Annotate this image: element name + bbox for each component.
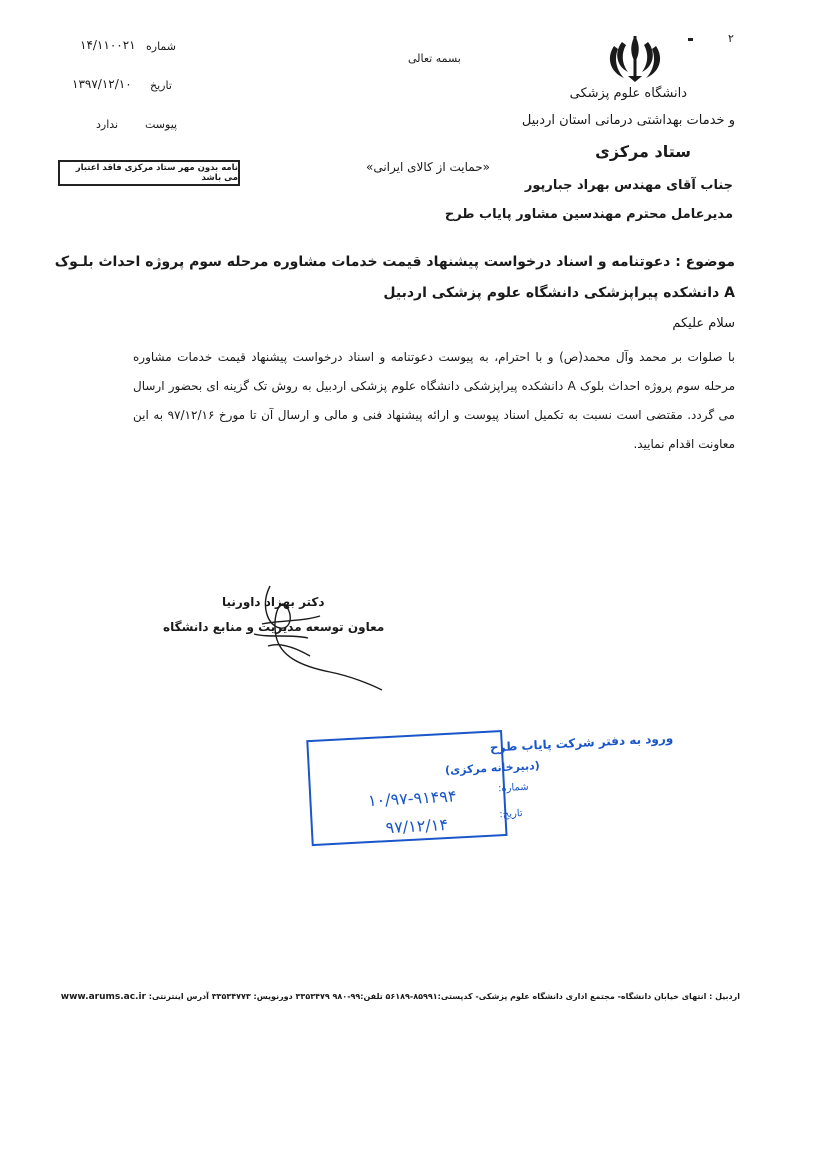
meta-attachment-value: ندارد [96,118,119,131]
org-name-line2: و خدمات بهداشتی درمانی استان اردبیل [521,113,735,128]
meta-attachment-label: پیوست [145,118,178,131]
org-name-line3: ستاد مرکزی [595,142,691,161]
receipt-stamp-date-value: ۹۷/۱۲/۱۴ [385,814,449,838]
receipt-stamp-line1: ورود به دفتر شرکت پایاب طرح [489,731,674,755]
bismillah: بسمه تعالی [408,52,461,65]
iran-emblem-icon [600,32,670,88]
receipt-stamp-number-label: شماره: [497,781,529,795]
org-name-line1: دانشگاه علوم پزشکی [569,86,687,101]
receipt-stamp-number-value: ۱۰/۹۷-۹۱۴۹۴ [367,786,457,811]
footer-website[interactable]: www.arums.ac.ir [60,992,146,1002]
meta-date-value: ۱۳۹۷/۱۲/۱۰ [72,77,132,91]
meta-number-label: شماره [146,40,177,53]
meta-number-value: ۱۴/۱۱۰۰۲۱ [80,38,136,52]
greeting: سلام علیکم [672,316,735,331]
signer-name: دکتر بهزاد داورنیا [222,595,325,609]
footer-address [60,992,740,1002]
subject-line1: موضوع : دعوتنامه و اسناد درخواست پیشنهاد قیمت خدمات مشاوره مرحله سوم پروژه احداث بلـوک [54,254,735,270]
receipt-stamp [306,730,674,850]
dot-mark [688,38,693,41]
footer-address-text: اردبیل : انتهای خیابان دانشگاه- مجتمع اداری دانشگاه علوم پزشکی- کدپستی:۸۵۹۹۱-۵۶۱۸۹ تلفن:۹۹-۹۸۰ ۳۳۵۳۴۷۹ دورنویس: ۳۳۵۳۴۷۷۳ آدرس اینترنتی: [148,992,740,1001]
recipient-title: مدیرعامل محترم مهندسین مشاور پایاب طرح [444,207,733,222]
subject-line2: A دانشکده پیراپزشکی دانشگاه علوم پزشکی اردبیل [383,285,735,301]
corner-mark: ٢ [728,32,734,45]
meta-date-label: تاریخ [150,79,172,92]
body-paragraph: با صلوات بر محمد وآل محمد(ص) و با احترام، به پیوست دعوتنامه و اسناد درخواست پیشنهاد قیمت خدمات مشاوره مرحله سوم پروژه احداث بلوک A دانشکده پیراپزشکی دانشگاه علوم پزشکی اردبیل به روش تک گزینه ای بحضور ارسال می گردد. مقتضی است نسبت به تکمیل اسناد پیوست و ارائه پیشنهاد فنی و مالی و ارسال آن تا مورخ ۹۷/۱۲/۱۶ به این معاونت اقدام نمایید. [133,350,735,451]
receipt-stamp-date-label: تاریخ: [499,808,523,821]
stamp-validity-notice: نامه بدون مهر ستاد مرکزی فاقد اعتبار می باشد [58,160,240,186]
handwritten-signature [210,576,390,696]
signer-title: معاون توسعه مدیریت و منابع دانشگاه [163,620,385,634]
receipt-stamp-line2: (دبیرخانه مرکزی) [444,759,541,778]
iran-goods-slogan: «حمایت از کالای ایرانی» [366,160,490,174]
recipient-name: جناب آقای مهندس بهراد جبارپور [524,178,733,193]
